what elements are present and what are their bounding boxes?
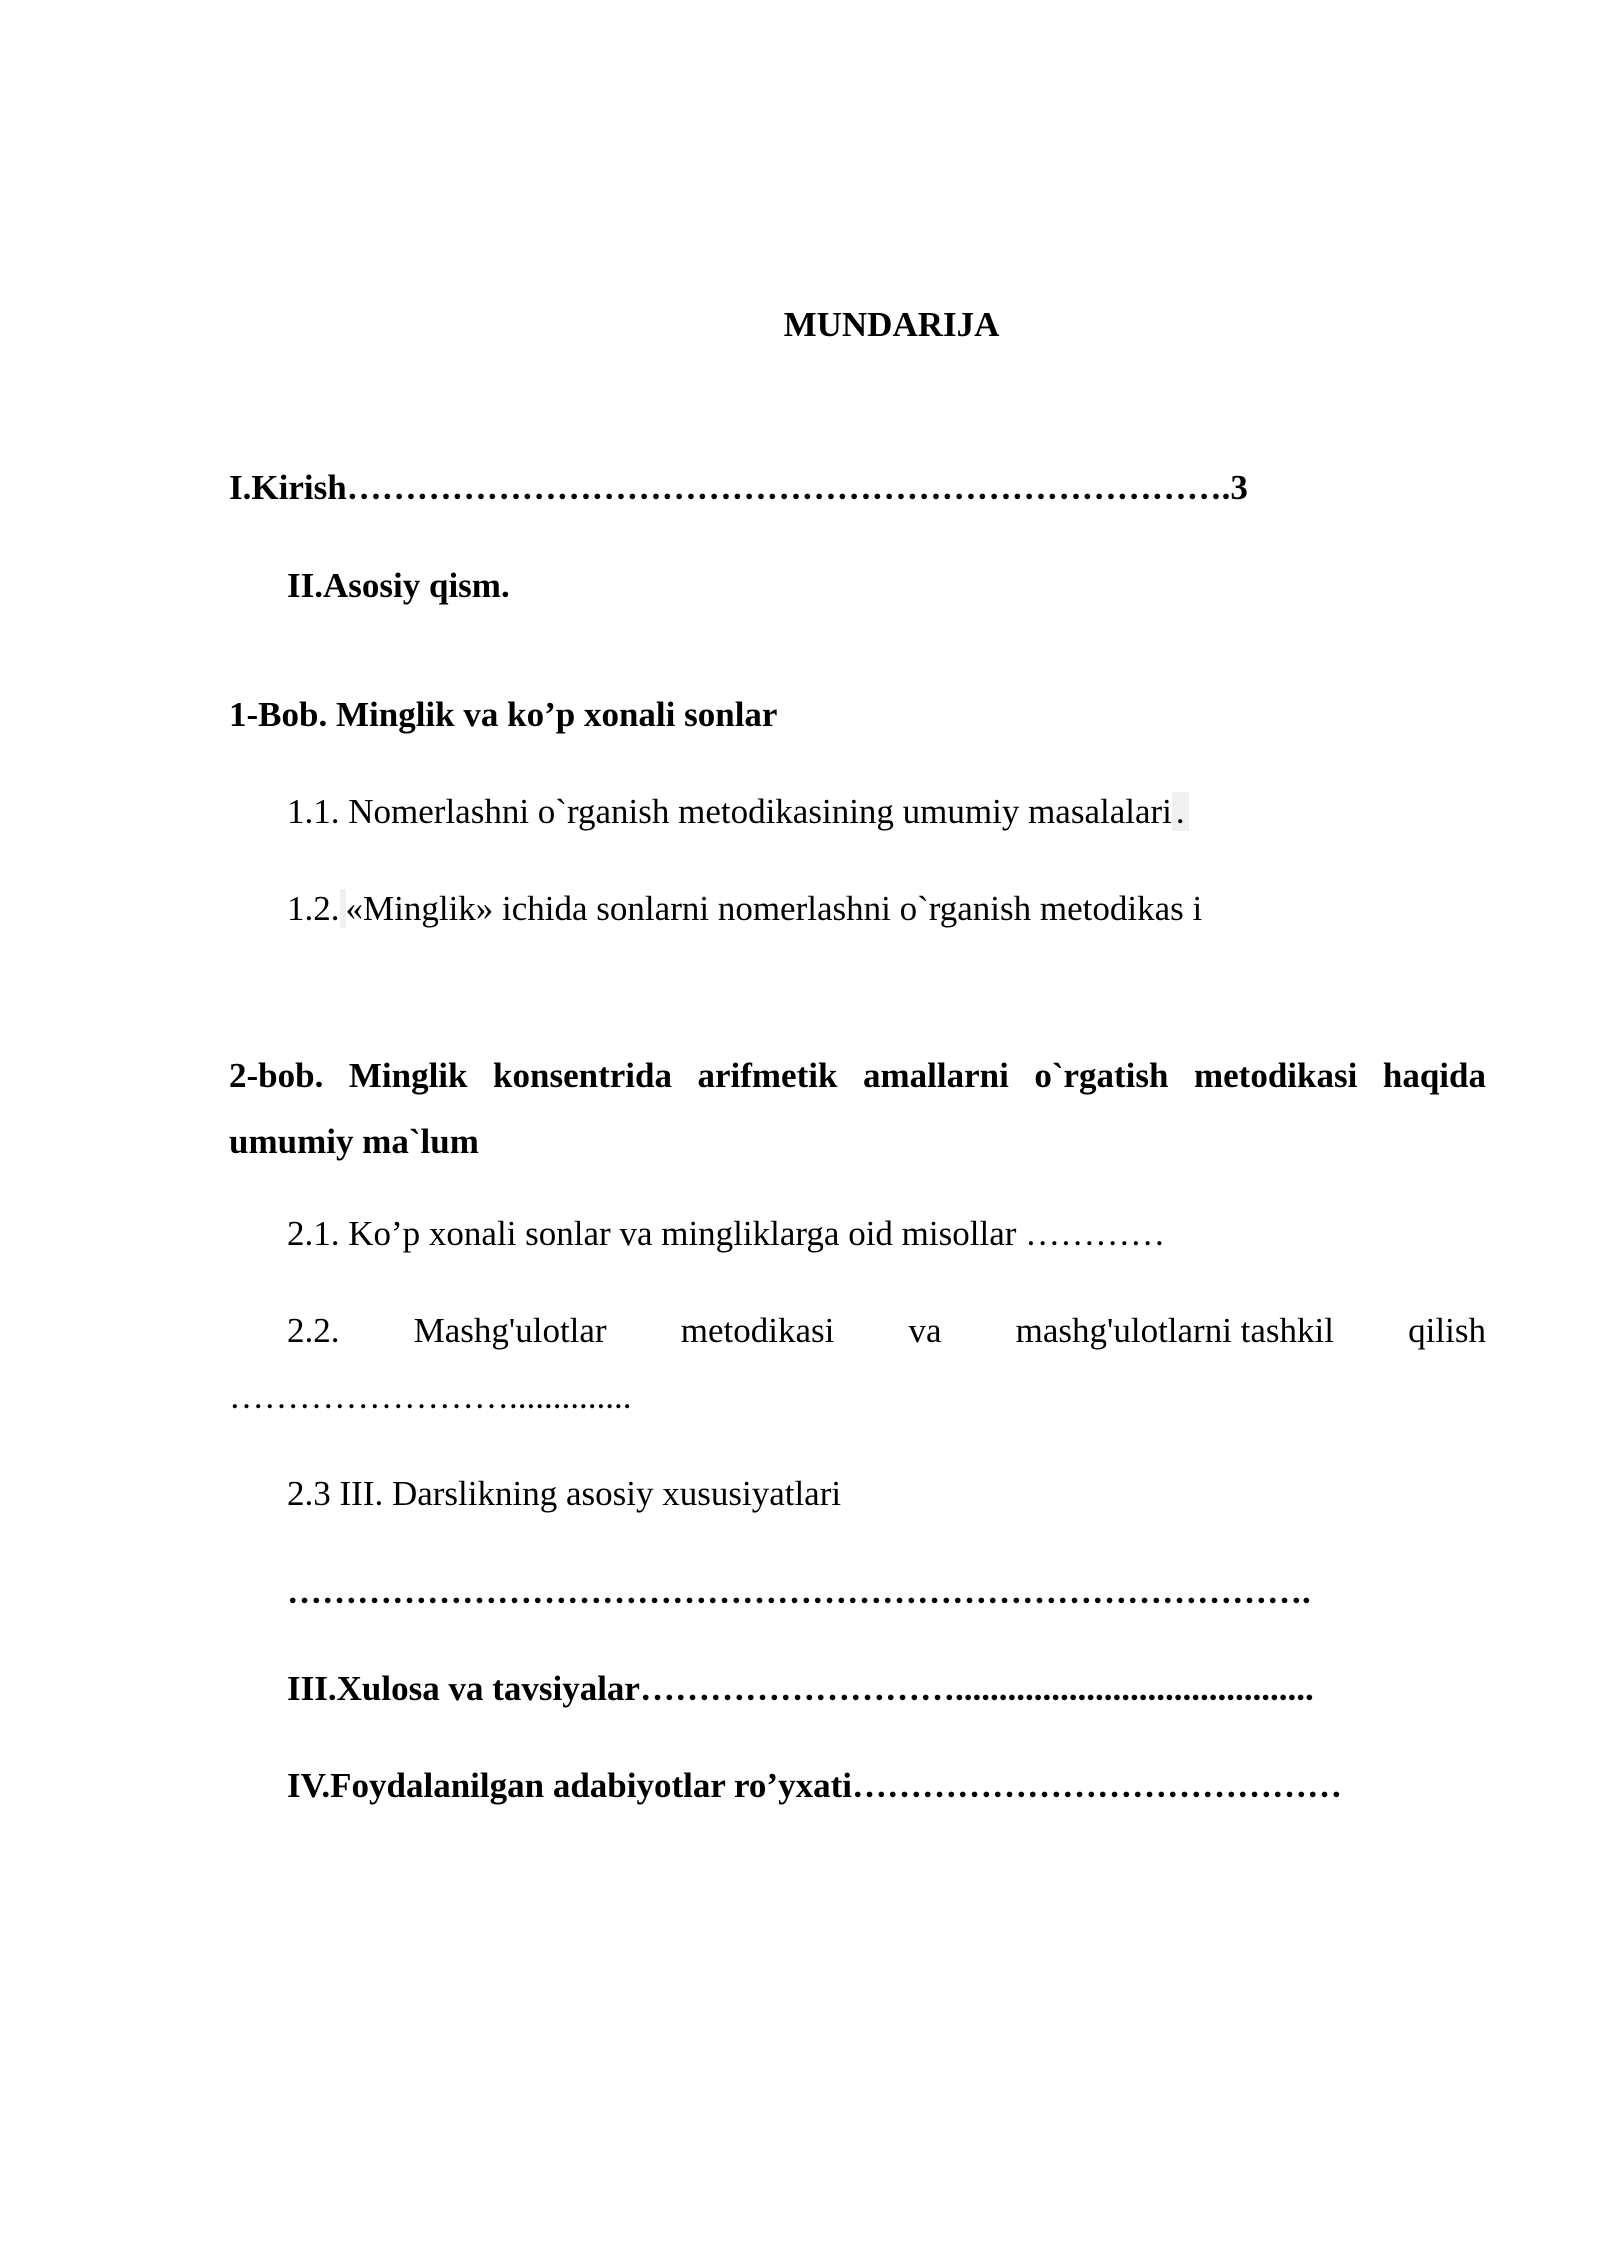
- toc-entry-2-2-word: mashg'ulotlarni tashkil: [1015, 1311, 1335, 1350]
- toc-entry-kirish: I.Kirish………………………………………………………………….3: [229, 468, 1248, 507]
- toc-entry-1-1-dot: .: [1172, 792, 1189, 831]
- toc-entry-2-1: 2.1. Ko’p xonali sonlar va mingliklarga oid misollar …………: [287, 1214, 1166, 1253]
- toc-entry-1-2: [287, 889, 1202, 929]
- toc-entry-xulosa: III.Xulosa va tavsiyalar……………………….........................................: [287, 1669, 1314, 1708]
- toc-entry-2-2-leader: ……………………..............: [229, 1377, 632, 1416]
- toc-entry-2-3: 2.3 III. Darslikning asosiy xususiyatlari: [287, 1474, 842, 1513]
- toc-entry-2-2-word: metodikasi: [680, 1311, 835, 1350]
- toc-entry-asosiy-qism: II.Asosiy qism.: [287, 566, 510, 605]
- toc-entry-2-2-word: va: [908, 1311, 942, 1350]
- toc-entry-2-2: [287, 1311, 1486, 1351]
- toc-entry-2-2-word: 2.2.: [287, 1311, 340, 1350]
- toc-entry-bob1: 1-Bob. Minglik va ko’p xonali sonlar: [229, 695, 778, 734]
- toc-entry-2-2-word: qilish: [1408, 1311, 1486, 1350]
- page-title: MUNDARIJA: [783, 305, 1000, 344]
- toc-entry-adabiyotlar: IV.Foydalanilgan adabiyotlar ro’yxati……………………………………: [287, 1766, 1342, 1805]
- toc-entry-1-2-text: «Minglik» ichida sonlarni nomerlashni o`rganish metodikas i: [345, 889, 1203, 928]
- toc-entry-1-1-text: 1.1. Nomerlashni o`rganish metodikasining umumiy masalalari: [287, 792, 1172, 831]
- toc-entry-2-2-word: Mashg'ulotlar: [413, 1311, 607, 1350]
- toc-entry-1-1: [287, 792, 1189, 832]
- toc-entry-bob2: 2-bob. Minglik konsentrida arifmetik amallarni o`rgatish metodikasi haqida umumiy ma`lum: [229, 1056, 1486, 1161]
- toc-entry-1-2-number: 1.2.: [287, 889, 340, 928]
- toc-dots-line: …………………………………………………………………………….: [287, 1572, 1311, 1611]
